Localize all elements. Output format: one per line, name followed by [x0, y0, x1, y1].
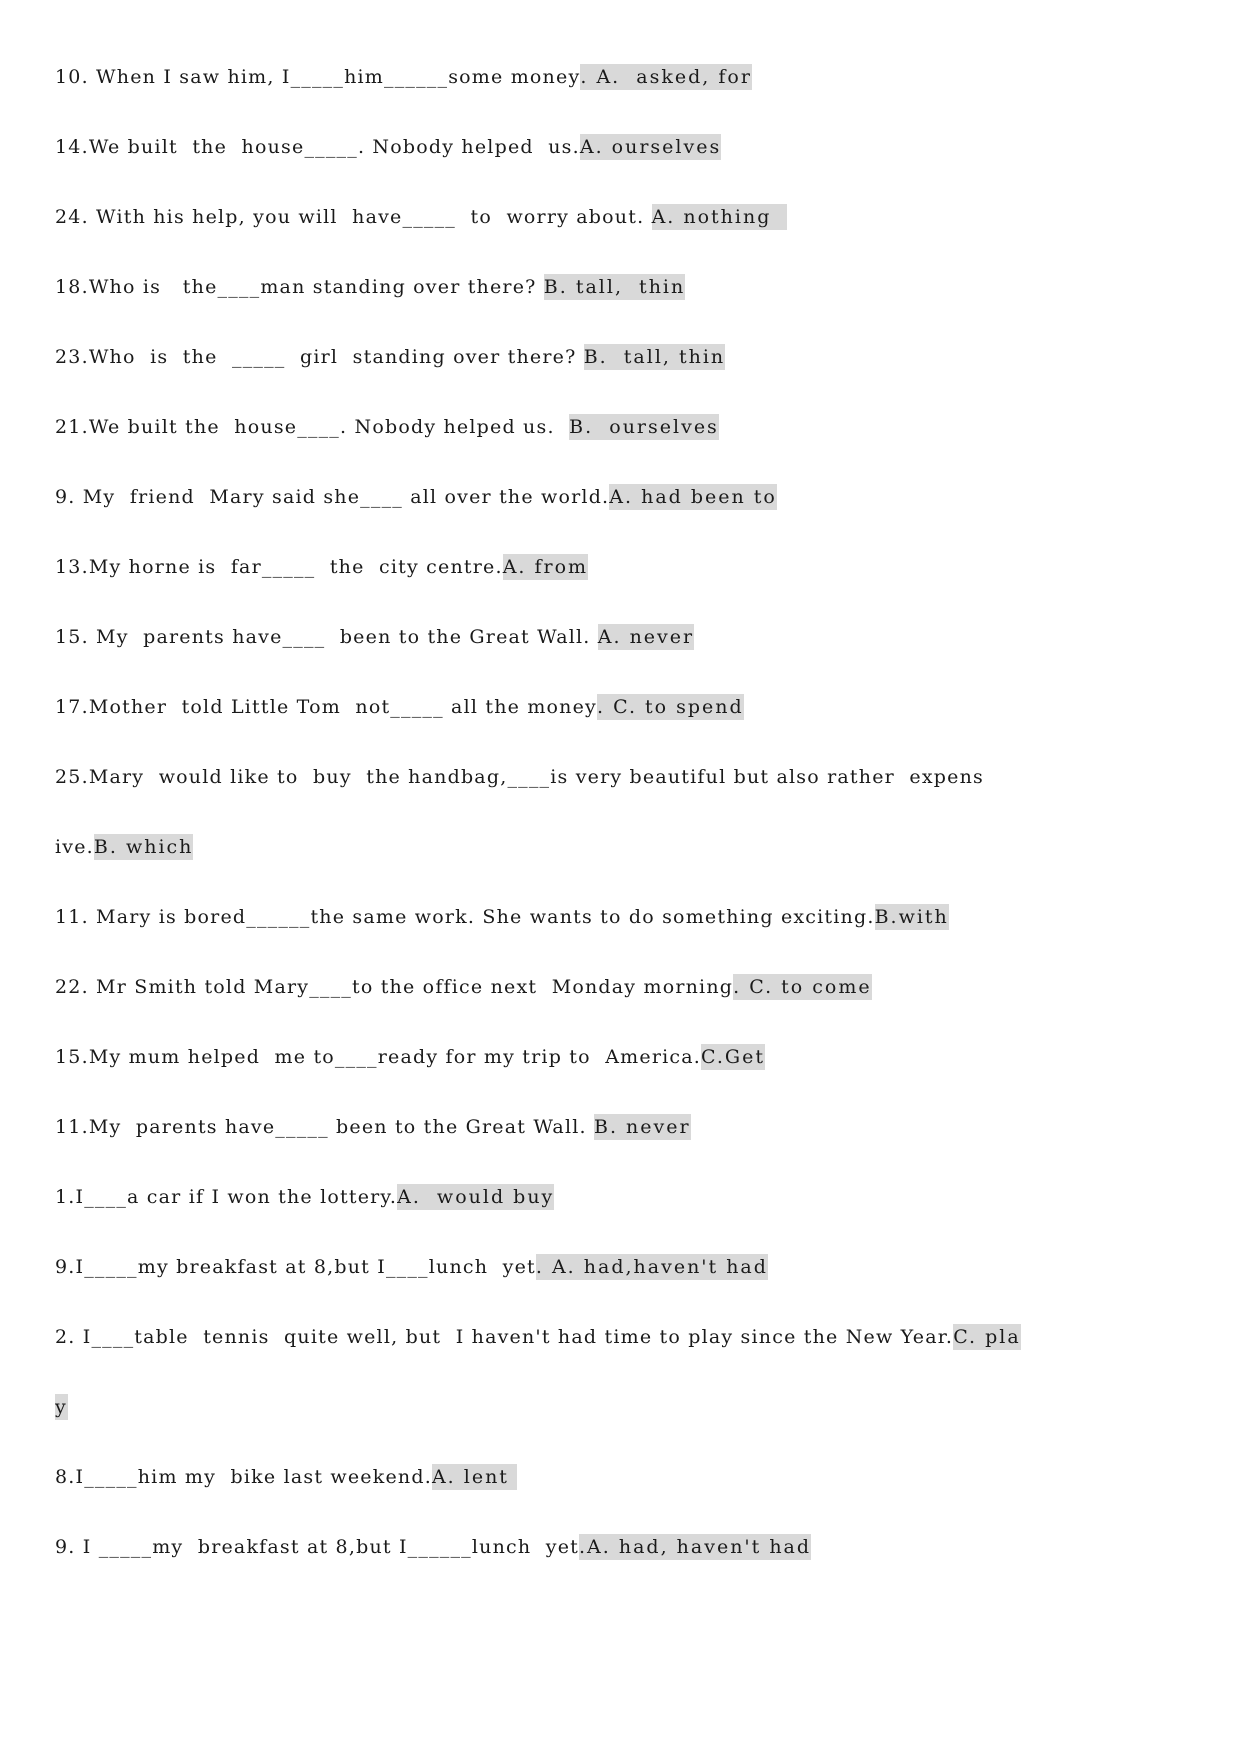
question-line	[55, 1042, 1205, 1112]
answer-highlight: B. never	[594, 1116, 691, 1138]
answer-highlight: . A. had,haven't had	[535, 1256, 768, 1278]
answer-highlight: B. tall, thin	[583, 346, 726, 368]
answer-highlight: . A. asked, for	[580, 66, 752, 88]
answer-highlight: A. had been to	[609, 486, 777, 508]
question-text: 1.I____a car if I won the lottery.	[55, 1186, 398, 1208]
answer-highlight: A. would buy	[397, 1186, 555, 1208]
question-line	[55, 902, 1205, 972]
question-line-continuation	[55, 1392, 1205, 1462]
question-text: 22. Mr Smith told Mary____to the office next Monday morning	[55, 976, 734, 998]
answer-highlight: B. which	[93, 836, 194, 858]
answer-highlight: A. ourselves	[579, 136, 722, 158]
question-text: 9. My friend Mary said she____ all over the world.	[55, 486, 610, 508]
question-line	[55, 1182, 1205, 1252]
answer-highlight: A. from	[502, 556, 589, 578]
question-line	[55, 692, 1205, 762]
document-body	[55, 62, 1205, 1602]
question-text: 9. I _____my breakfast at 8,but I______lunch yet	[55, 1536, 579, 1558]
answer-highlight: B.with	[874, 906, 949, 928]
answer-highlight: . C. to spend	[597, 696, 744, 718]
question-text: 9.I_____my breakfast at 8,but I____lunch yet	[55, 1256, 536, 1278]
question-text: 8.I_____him my bike last weekend.	[55, 1466, 432, 1488]
question-text: 11.My parents have_____ been to the Great Wall.	[55, 1116, 594, 1138]
question-line	[55, 62, 1205, 132]
question-line	[55, 1112, 1205, 1182]
answer-highlight: C.Get	[701, 1046, 765, 1068]
question-line	[55, 1252, 1205, 1322]
question-text: 24. With his help, you will have_____ to worry about.	[55, 206, 652, 228]
question-line	[55, 1322, 1205, 1392]
question-line	[55, 342, 1205, 412]
question-line	[55, 1462, 1205, 1532]
question-text: 17.Mother told Little Tom not_____ all the money	[55, 696, 597, 718]
question-line	[55, 622, 1205, 692]
answer-highlight: .A. had, haven't had	[579, 1536, 812, 1558]
question-line	[55, 1532, 1205, 1602]
question-text: 21.We built the house____. Nobody helped us.	[55, 416, 570, 438]
question-line	[55, 412, 1205, 482]
question-text: 2. I____table tennis quite well, but I haven't had time to play since the New Year.	[55, 1326, 954, 1348]
question-text: 14.We built the house_____. Nobody helped us.	[55, 136, 580, 158]
question-text: 15.My mum helped me to____ready for my trip to America.	[55, 1046, 702, 1068]
question-text: 11. Mary is bored______the same work. She wants to do something exciting.	[55, 906, 875, 928]
question-text: 18.Who is the____man standing over there?	[55, 276, 544, 298]
question-line	[55, 762, 1205, 832]
question-text: 10. When I saw him, I_____him______some money	[55, 66, 581, 88]
answer-highlight: A. never	[597, 626, 695, 648]
answer-highlight: C. pla	[953, 1326, 1021, 1348]
question-line-continuation	[55, 832, 1205, 902]
answer-highlight: B. tall, thin	[543, 276, 686, 298]
question-line	[55, 132, 1205, 202]
question-text: 13.My horne is far_____ the city centre.	[55, 556, 503, 578]
answer-highlight: . C. to come	[733, 976, 872, 998]
question-line	[55, 272, 1205, 342]
question-line	[55, 972, 1205, 1042]
answer-highlight: B. ourselves	[569, 416, 719, 438]
question-line	[55, 552, 1205, 622]
question-text: ive.	[55, 836, 94, 858]
question-text: 23.Who is the _____ girl standing over there?	[55, 346, 584, 368]
answer-highlight: y	[55, 1396, 68, 1418]
answer-highlight: A. nothing	[651, 206, 788, 228]
question-line	[55, 202, 1205, 272]
answer-highlight: A. lent	[431, 1466, 517, 1488]
question-text: 25.Mary would like to buy the handbag,____is very beautiful but also rather expens	[55, 766, 984, 788]
question-text: 15. My parents have____ been to the Great Wall.	[55, 626, 598, 648]
question-line	[55, 482, 1205, 552]
